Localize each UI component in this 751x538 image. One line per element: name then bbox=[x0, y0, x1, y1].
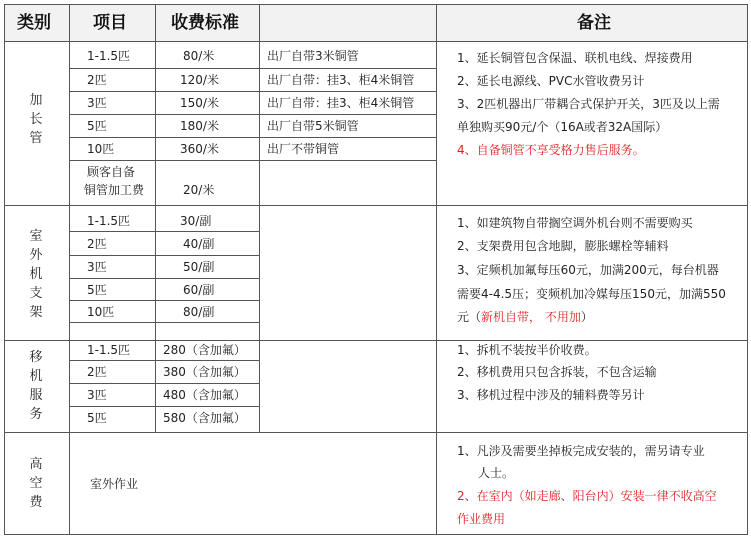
grid-line bbox=[4, 205, 748, 206]
remark-line: 3、2匹机器出厂带耦合式保护开关，3匹及以上需 bbox=[457, 97, 720, 111]
fee-cell: 60/副 bbox=[183, 283, 215, 297]
grid-line bbox=[70, 137, 436, 138]
header-fee-standard: 收费标准 bbox=[171, 13, 239, 33]
item-cell: 3匹 bbox=[87, 388, 107, 402]
remark-line: 元（新机自带， 不用加） bbox=[457, 310, 593, 324]
note-cell: 出厂自带：挂3、柜4米铜管 bbox=[267, 73, 415, 87]
item-cell: 3匹 bbox=[87, 260, 107, 274]
grid-line bbox=[69, 4, 70, 535]
note-cell: 出厂自带：挂3、柜4米铜管 bbox=[267, 96, 415, 110]
note-cell: 出厂自带3米铜管 bbox=[267, 49, 359, 63]
remark-line-warning: 4、自备铜管不享受格力售后服务。 bbox=[457, 143, 645, 157]
fee-cell: 580（含加氟） bbox=[163, 411, 246, 425]
fee-cell: 120/米 bbox=[180, 73, 219, 87]
grid-line bbox=[4, 41, 748, 42]
grid-line bbox=[70, 278, 260, 279]
remark-line: 2、支架费用包含地脚，膨胀螺栓等辅料 bbox=[457, 239, 669, 253]
remark-line: 人士。 bbox=[478, 466, 515, 480]
category-outdoor-bracket: 室外机支架 bbox=[29, 229, 43, 320]
item-cell: 2匹 bbox=[87, 73, 107, 87]
remark-highlight: 新机自带， 不用加 bbox=[481, 310, 581, 324]
category-pipe-extension: 加长管 bbox=[29, 93, 43, 146]
item-cell: 1-1.5匹 bbox=[87, 214, 131, 228]
category-relocation-service: 移机服务 bbox=[29, 350, 43, 422]
header-category: 类别 bbox=[17, 13, 51, 33]
item-cell: 铜管加工费 bbox=[84, 183, 145, 197]
grid-line bbox=[4, 340, 748, 341]
item-cell: 室外作业 bbox=[90, 477, 139, 491]
grid-line bbox=[70, 160, 436, 161]
remark-line: 1、延长铜管包含保温、联机电线、焊接费用 bbox=[457, 51, 693, 65]
item-cell: 5匹 bbox=[87, 283, 107, 297]
fee-cell: 180/米 bbox=[180, 119, 219, 133]
note-cell: 出厂自带5米铜管 bbox=[267, 119, 359, 133]
grid-line bbox=[70, 255, 260, 256]
fee-cell: 480（含加氟） bbox=[163, 388, 246, 402]
grid-line bbox=[4, 432, 748, 433]
fee-cell: 380（含加氟） bbox=[163, 365, 246, 379]
fee-cell: 30/副 bbox=[180, 214, 212, 228]
fee-cell: 40/副 bbox=[183, 237, 215, 251]
grid-line bbox=[70, 406, 260, 407]
grid-line bbox=[4, 4, 748, 5]
fee-cell: 20/米 bbox=[183, 183, 215, 197]
grid-line bbox=[70, 322, 260, 323]
remark-line-warning: 2、在室内（如走廊、阳台内）安装一律不收高空 bbox=[457, 489, 717, 503]
grid-line bbox=[70, 300, 260, 301]
grid-line bbox=[4, 4, 5, 535]
remark-line: 1、如建筑物自带搁空调外机台则不需要购买 bbox=[457, 216, 693, 230]
grid-line bbox=[436, 4, 437, 535]
item-cell: 顾客自备 bbox=[87, 165, 136, 179]
grid-line bbox=[70, 68, 436, 69]
grid-line bbox=[70, 114, 436, 115]
item-cell: 5匹 bbox=[87, 119, 107, 133]
note-cell: 出厂不带铜管 bbox=[267, 142, 340, 156]
header-remarks: 备注 bbox=[577, 13, 611, 33]
grid-line bbox=[70, 231, 260, 232]
remark-line: 2、移机费用只包含拆装，不包含运输 bbox=[457, 365, 657, 379]
grid-line bbox=[747, 4, 748, 535]
header-item: 项目 bbox=[93, 13, 127, 33]
item-cell: 10匹 bbox=[87, 305, 115, 319]
item-cell: 10匹 bbox=[87, 142, 115, 156]
grid-line bbox=[259, 4, 260, 433]
fee-cell: 80/副 bbox=[183, 305, 215, 319]
grid-line bbox=[70, 360, 260, 361]
grid-line bbox=[70, 383, 260, 384]
item-cell: 2匹 bbox=[87, 365, 107, 379]
remark-line-warning: 作业费用 bbox=[457, 512, 506, 526]
item-cell: 1-1.5匹 bbox=[87, 343, 131, 357]
item-cell: 2匹 bbox=[87, 237, 107, 251]
remark-line: 2、延长电源线、PVC水管收费另计 bbox=[457, 74, 645, 88]
fee-cell: 280（含加氟） bbox=[163, 343, 246, 357]
grid-line bbox=[4, 534, 748, 535]
fee-cell: 50/副 bbox=[183, 260, 215, 274]
grid-line bbox=[70, 91, 436, 92]
remark-line: 3、定频机加氟每压60元，加满200元，每台机器 bbox=[457, 263, 719, 277]
grid-line bbox=[155, 4, 156, 433]
remark-line: 1、凡涉及需要坐掉板完成安装的，需另请专业 bbox=[457, 444, 705, 458]
fee-cell: 360/米 bbox=[180, 142, 219, 156]
item-cell: 1-1.5匹 bbox=[87, 49, 131, 63]
category-high-altitude-fee: 高空费 bbox=[29, 457, 43, 510]
item-cell: 5匹 bbox=[87, 411, 107, 425]
fee-cell: 80/米 bbox=[183, 49, 215, 63]
fee-cell: 150/米 bbox=[180, 96, 219, 110]
remark-line: 单独购买90元/个（16A或者32A国际） bbox=[457, 120, 668, 134]
remark-line: 3、移机过程中涉及的辅料费等另计 bbox=[457, 388, 645, 402]
item-cell: 3匹 bbox=[87, 96, 107, 110]
remark-line: 1、拆机不装按半价收费。 bbox=[457, 343, 597, 357]
remark-line: 需要4-4.5压；变频机加冷媒每压150元，加满550 bbox=[457, 287, 726, 301]
